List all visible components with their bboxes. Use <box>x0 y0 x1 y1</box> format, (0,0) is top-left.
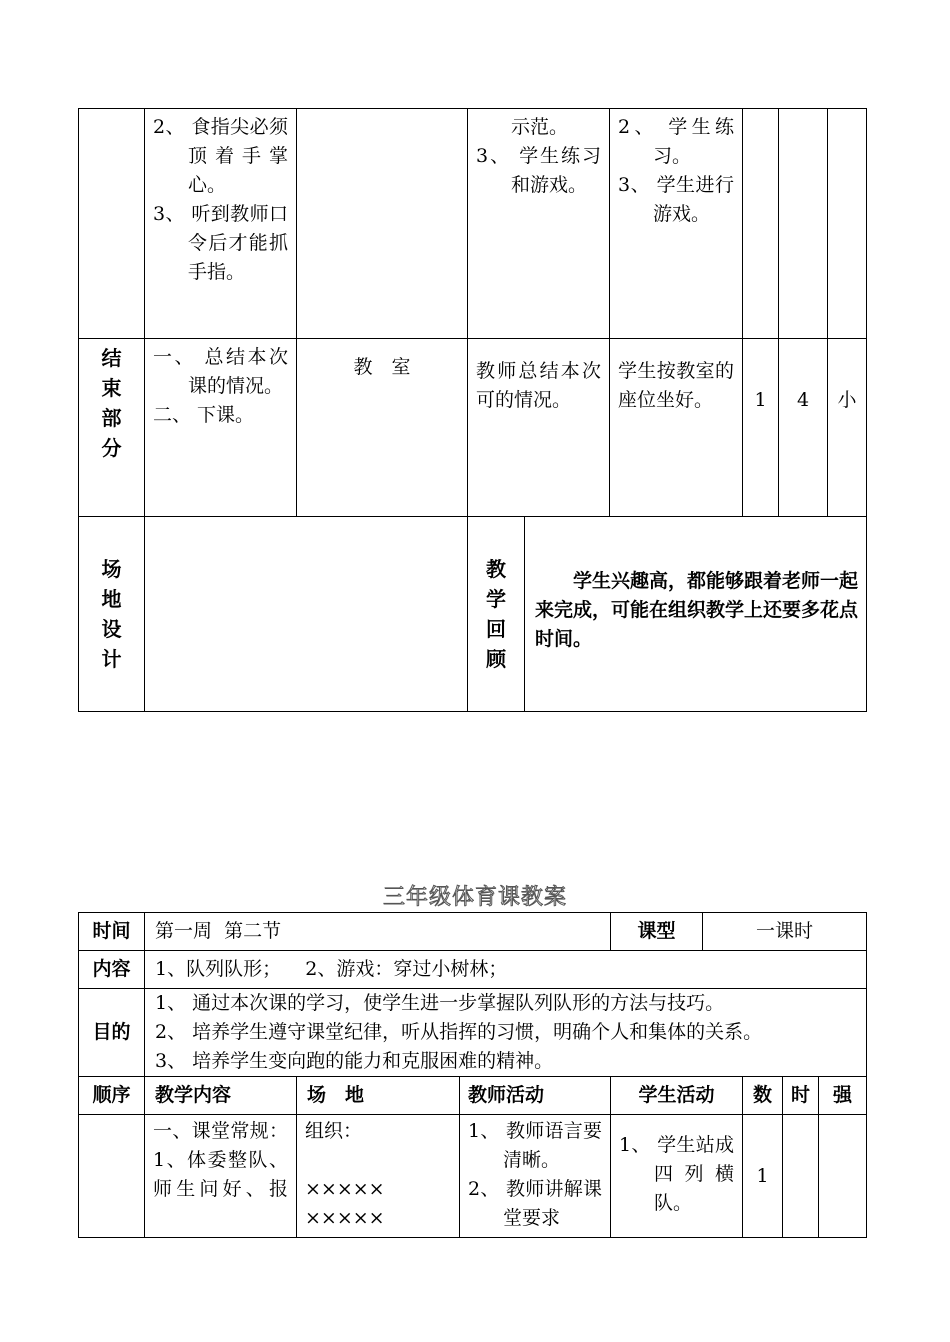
time-value: 4 <box>796 389 810 411</box>
section-cell <box>79 109 145 339</box>
section-char: 束 <box>101 376 122 400</box>
header-teacher <box>460 1077 611 1115</box>
goal-item: 2、 培养学生遵守课堂纪律，听从指挥的习惯，明确个人和集体的关系。 <box>155 1021 763 1043</box>
content-cell <box>145 1115 297 1238</box>
time-label: 时间 <box>79 913 145 951</box>
intensity-value: 小 <box>837 389 857 411</box>
label-char: 地 <box>101 587 122 611</box>
header-order: 顺序 <box>79 1077 145 1115</box>
count-cell <box>743 339 779 517</box>
teaching-review-label <box>468 517 525 712</box>
time-cell <box>783 1115 819 1238</box>
content-cell <box>145 109 297 339</box>
count-cell <box>743 1115 783 1238</box>
teacher-text: 教师总结本次可的情况。 <box>476 360 602 411</box>
content-item: 2、 食指尖必须顶着手掌心。 <box>153 116 288 196</box>
teacher-activity-cell <box>468 109 610 339</box>
teaching-review-text-cell <box>525 517 867 712</box>
time-cell <box>779 339 828 517</box>
label-char: 教 <box>486 557 506 581</box>
section-char: 结 <box>101 346 122 370</box>
time-value-text: 第一周 第二节 <box>155 920 282 942</box>
content-cell <box>145 339 297 517</box>
content-item: 一、课堂常规： <box>153 1120 288 1142</box>
header-content <box>145 1077 297 1115</box>
time-value <box>145 913 611 951</box>
content-item: 一、 总结本次课的情况。 <box>153 346 288 397</box>
content-value <box>145 951 867 989</box>
venue-line: 组织： <box>305 1120 363 1142</box>
formation-row: ××××× <box>305 1178 385 1200</box>
intensity-cell <box>828 109 867 339</box>
lesson-plan-table-continued <box>78 108 867 712</box>
label-char: 学 <box>486 587 506 611</box>
venue-cell <box>297 109 468 339</box>
header-content-text: 教学内容 <box>155 1084 232 1106</box>
venue-design-area <box>145 517 468 712</box>
lesson-plan-title: 三年级体育课教案 <box>382 885 567 910</box>
venue-line <box>305 1146 451 1175</box>
time-cell <box>779 109 828 339</box>
content-item: 1、体委整队、师生问好、报 <box>153 1149 288 1200</box>
header-student: 学生活动 <box>611 1077 743 1115</box>
label-char: 计 <box>101 647 122 671</box>
student-item: 1、 学生站成四列横队。 <box>619 1134 735 1214</box>
header-time: 时 <box>783 1077 819 1115</box>
header-venue-text: 场 地 <box>307 1084 365 1106</box>
lesson-plan-table <box>78 912 867 1238</box>
student-activity-cell <box>610 109 743 339</box>
student-activity-cell <box>611 1115 743 1238</box>
goal-item: 1、 通过本次课的学习，使学生进一步掌握队列队形的方法与技巧。 <box>155 992 725 1014</box>
type-label: 课型 <box>611 913 703 951</box>
teacher-item: 示范。 <box>511 116 569 138</box>
type-value: 一课时 <box>703 913 867 951</box>
header-teacher-text: 教师活动 <box>468 1084 545 1106</box>
section-label-end <box>79 339 145 517</box>
teacher-item: 1、 教师语言要清晰。 <box>468 1120 603 1171</box>
section-char: 部 <box>101 406 122 430</box>
formation-row: ××××× <box>305 1207 385 1229</box>
content-item: 3、 听到教师口令后才能抓手指。 <box>153 203 288 283</box>
count-value: 1 <box>756 1165 769 1187</box>
label-char: 回 <box>486 617 506 641</box>
intensity-cell <box>819 1115 867 1238</box>
venue-text: 教 室 <box>353 356 411 378</box>
teaching-review-text: 学生兴趣高，都能够跟着老师一起来完成，可能在组织教学上还要多花点时间。 <box>535 570 859 650</box>
venue-design-label <box>79 517 145 712</box>
goal-item: 3、 培养学生变向跑的能力和克服困难的精神。 <box>155 1050 554 1072</box>
label-char: 顾 <box>486 647 506 671</box>
student-activity-cell <box>610 339 743 517</box>
goals-cell <box>145 989 867 1077</box>
student-text: 学生按教室的座位坐好。 <box>618 360 735 411</box>
order-cell <box>79 1115 145 1238</box>
label-char: 场 <box>101 557 122 581</box>
content-value-text: 1、队列队形； 2、游戏：穿过小树林； <box>155 958 508 980</box>
header-intensity: 强 <box>819 1077 867 1115</box>
teacher-activity-cell <box>468 339 610 517</box>
count-cell <box>743 109 779 339</box>
label-char: 设 <box>101 617 122 641</box>
venue-cell <box>297 1115 460 1238</box>
count-value: 1 <box>754 389 767 411</box>
teacher-item: 3、 学生练习和游戏。 <box>476 145 602 196</box>
venue-cell <box>297 339 468 517</box>
student-item: 2、 学生练习。 <box>618 116 735 167</box>
teacher-item: 2、 教师讲解课堂要求 <box>468 1178 603 1229</box>
intensity-cell <box>828 339 867 517</box>
student-item: 3、 学生进行游戏。 <box>618 174 735 225</box>
header-count: 数 <box>743 1077 783 1115</box>
header-venue <box>297 1077 460 1115</box>
goal-label: 目的 <box>79 989 145 1077</box>
teacher-activity-cell <box>460 1115 611 1238</box>
section-char: 分 <box>101 436 122 460</box>
content-item: 二、 下课。 <box>153 404 255 426</box>
content-label: 内容 <box>79 951 145 989</box>
